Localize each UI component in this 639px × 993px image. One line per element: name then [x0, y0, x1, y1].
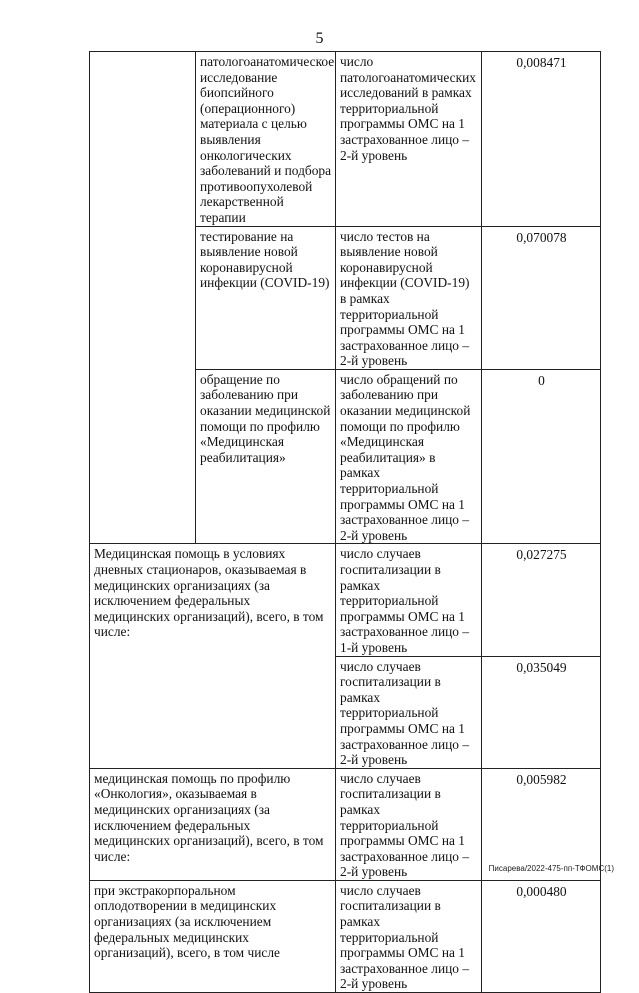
value-cell [482, 656, 601, 768]
value-text: 0,000480 [516, 883, 567, 899]
value-cell [482, 544, 601, 656]
empty-category-cell [90, 52, 196, 544]
unit-cell [336, 768, 482, 880]
description-text: патологоанатомическое исследование биопсийного (операционного) материала с целью выявления онкологических заболеваний и подбора противоопухолевой лекарственной терапии [200, 54, 335, 225]
page-number: 5 [315, 30, 324, 47]
table-row [90, 544, 601, 656]
unit-text: число случаев госпитализации в рамках территориальной программы ОМС на 1 застрахованное лицо – 2-й уровень [340, 658, 470, 768]
unit-text: число случаев госпитализации в рамках территориальной программы ОМС на 1 застрахованное лицо – 1-й уровень [340, 546, 470, 655]
unit-cell [336, 880, 482, 992]
value-cell [482, 369, 601, 544]
unit-text: число обращений по заболеванию при оказании медицинской помощи по профилю «Медицинская реабилитация» в рамках территориальной программы ОМС на 1 застрахованное лицо – 2-й уровень [340, 371, 471, 543]
value-text: 0,027275 [516, 547, 567, 563]
description-cell [196, 369, 336, 544]
document-footer-code: Писарева/2022-475-пп-ТФОМС(1) [488, 864, 614, 873]
unit-text: число случаев госпитализации в рамках территориальной программы ОМС на 1 застрахованное лицо – 2-й уровень [340, 882, 470, 992]
value-cell [482, 226, 601, 369]
description-cell [196, 52, 336, 227]
value-text: 0,035049 [516, 659, 567, 675]
unit-text: число патологоанатомических исследований в рамках территориальной программы ОМС на 1 застрахованное лицо – 2-й уровень [340, 54, 476, 163]
unit-text: число тестов на выявление новой коронавирусной инфекции (COVID-19) в рамках территориальной программы ОМС на 1 застрахованное лицо – 2-й уровень [340, 228, 470, 369]
description-text: обращение по заболеванию при оказании медицинской помощи по профилю «Медицинская реабилитация» [200, 371, 331, 465]
unit-cell [336, 226, 482, 369]
description-text: медицинская помощь по профилю «Онкология», оказываемая в медицинских организациях (за исключением федеральных медицинских организаций), всего, в том числе: [94, 770, 324, 864]
unit-cell [336, 544, 482, 656]
norms-table [89, 51, 601, 993]
value-text: 0,070078 [516, 229, 567, 245]
description-text: Медицинская помощь в условиях дневных стационаров, оказываемая в медицинских организациях (за исключением федеральных медицинских организаций), всего, в том числе: [94, 546, 324, 640]
description-cell [196, 226, 336, 369]
unit-cell [336, 369, 482, 544]
unit-cell [336, 656, 482, 768]
value-text: 0,008471 [516, 55, 567, 70]
description-cell [90, 768, 336, 880]
description-text: тестирование на выявление новой коронавирусной инфекции (COVID-19) [200, 228, 330, 291]
value-text: 0 [538, 372, 545, 388]
value-text: 0,005982 [516, 771, 567, 787]
value-cell [482, 880, 601, 992]
table-row [90, 880, 601, 992]
value-cell [482, 52, 601, 227]
description-text: при экстракорпоральном оплодотворении в медицинских организациях (за исключением федеральных медицинских организаций), всего, в том числе [94, 882, 280, 961]
table-row [90, 52, 601, 227]
unit-text: число случаев госпитализации в рамках территориальной программы ОМС на 1 застрахованное лицо – 2-й уровень [340, 770, 470, 880]
description-cell [90, 544, 336, 768]
unit-cell [336, 52, 482, 227]
description-cell [90, 880, 336, 992]
